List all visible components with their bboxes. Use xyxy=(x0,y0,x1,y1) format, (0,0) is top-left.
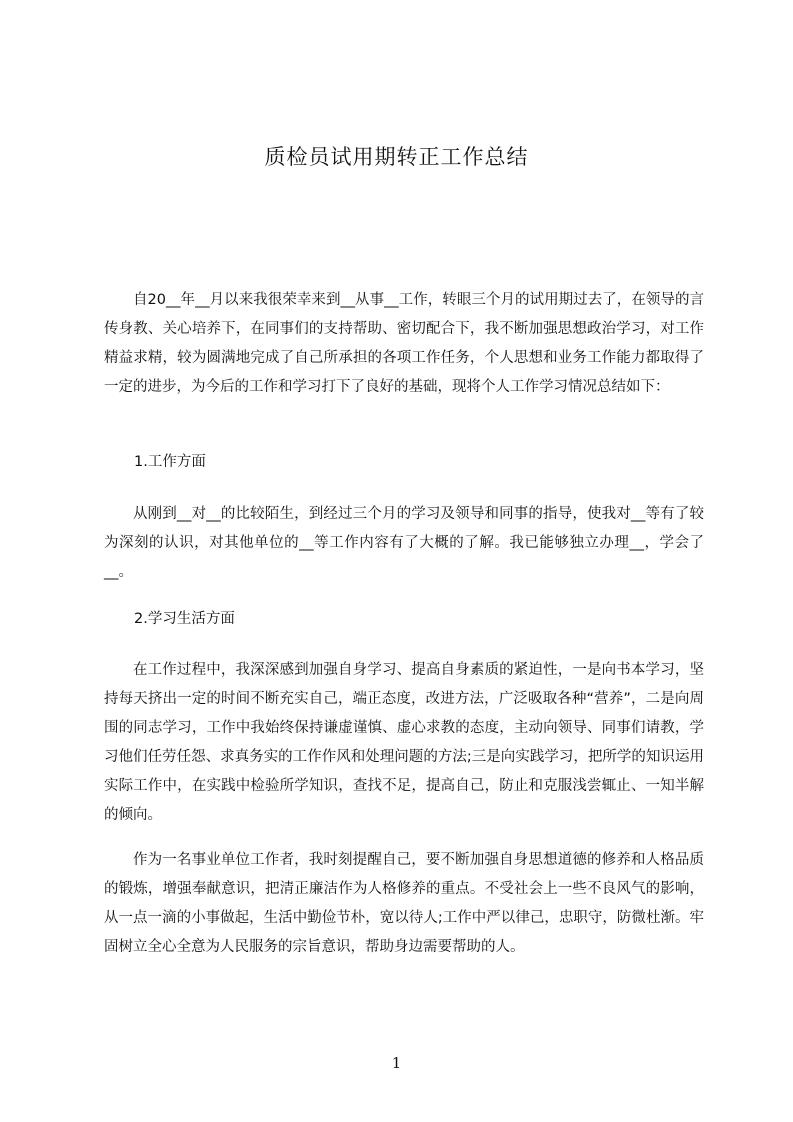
work-paragraph: 从刚到__对__的比较陌生，到经过三个月的学习及领导和同事的指导，使我对__等有了较为深刻的认识，对其他单位的__等工作内容有了大概的了解。我已能够独立办理__，学会了__。 xyxy=(104,506,704,580)
section-heading-work: 1.工作方面 xyxy=(134,454,206,470)
closing-paragraph: 作为一名事业单位工作者，我时刻提醒自己，要不断加强自身思想道德的修养和人格品质的锻炼，增强奉献意识，把清正廉洁作为人格修养的重点。不受社会上一些不良风气的影响，从一点一滴的小事做起，生活中勤俭节朴，宽以待人;工作中严以律己，忠职守，防微杜渐。牢固树立全心全意为人民服务的宗旨意识，帮助身边需要帮助的人。 xyxy=(104,852,704,955)
document-title: 质检员试用期转正工作总结 xyxy=(264,145,529,169)
intro-paragraph: 自20__年__月以来我很荣幸来到__从事__工作，转眼三个月的试用期过去了，在领导的言传身教、关心培养下，在同事们的支持帮助、密切配合下，我不断加强思想政治学习，对工作精益求精，较为圆满地完成了自己所承担的各项工作任务，个人思想和业务工作能力都取得了一定的进步，为今后的工作和学习打下了良好的基础，现将个人工作学习情况总结如下： xyxy=(104,292,704,395)
study-paragraph: 在工作过程中，我深深感到加强自身学习、提高自身素质的紧迫性，一是向书本学习，坚持每天挤出一定的时间不断充实自己，端正态度，改进方法，广泛吸取各种“营养”，二是向周围的同志学习，工作中我始终保持谦虚谨慎、虚心求教的态度，主动向领导、同事们请教，学习他们任劳任怨、求真务实的工作作风和处理问题的方法;三是向实践学习，把所学的知识运用实际工作中，在实践中检验所学知识，查找不足，提高自己，防止和克服浅尝辄止、一知半解的倾向。 xyxy=(104,662,704,823)
page-number: 1 xyxy=(391,1054,402,1072)
section-heading-study: 2.学习生活方面 xyxy=(134,611,235,627)
